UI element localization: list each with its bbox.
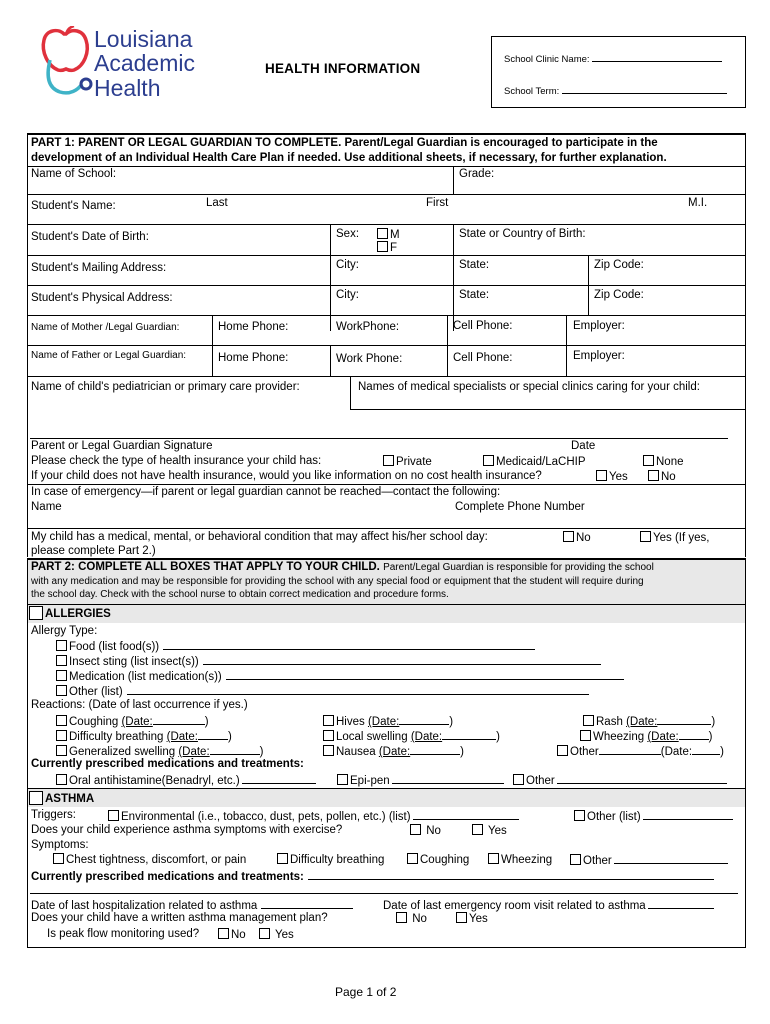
reaction-other-field[interactable] (599, 744, 661, 755)
no-insurance-yes-option[interactable]: Yes (596, 470, 628, 483)
trigger-other-field[interactable] (643, 809, 733, 820)
sex-f-option[interactable]: F (377, 241, 397, 254)
reaction-difficulty-breathing[interactable]: Difficulty breathing (Date: ) (56, 729, 232, 743)
no-insurance-question: If your child does not have health insurance, would you like information on no cost health insurance? (31, 470, 542, 482)
last-er-visit-field[interactable] (648, 898, 714, 909)
mi-label: M.I. (688, 197, 708, 209)
asthma-checkbox[interactable] (29, 791, 43, 805)
asthma-prescribed-label: Currently prescribed medications and treatments: (31, 869, 714, 883)
asthma-plan-no-checkbox[interactable] (396, 912, 407, 923)
allergy-prescribed-label: Currently prescribed medications and treatments: (31, 758, 304, 770)
first-label: First (426, 197, 449, 209)
reaction-wheezing[interactable]: Wheezing (Date: ) (580, 729, 713, 743)
allergy-insect-checkbox[interactable] (56, 655, 67, 666)
allergy-insect-option[interactable]: Insect sting (list insect(s)) (56, 654, 601, 668)
last-label: Last (206, 197, 228, 209)
logo-line-2: Academic (94, 50, 195, 76)
insurance-medicaid-checkbox[interactable] (483, 455, 494, 466)
reaction-hives-date[interactable] (399, 714, 449, 725)
med-other-checkbox[interactable] (513, 774, 524, 785)
allergies-section-toggle[interactable]: ALLERGIES (29, 606, 111, 620)
mother-employer-label: Employer: (573, 320, 625, 332)
sex-f-checkbox[interactable] (377, 241, 388, 252)
sex-m-checkbox[interactable] (377, 228, 388, 239)
insurance-question: Please check the type of health insurance your child has: (31, 455, 322, 467)
part1-heading: PART 1: PARENT OR LEGAL GUARDIAN TO COMPLETE. Parent/Legal Guardian is encouraged to participate in the (31, 137, 658, 149)
condition-yes-option[interactable]: Yes (If yes, (640, 531, 709, 544)
trigger-environmental-checkbox[interactable] (108, 810, 119, 821)
trigger-other[interactable]: Other (list) (574, 809, 733, 823)
reaction-local-swelling-date[interactable] (442, 729, 496, 740)
condition-no-option[interactable]: No (563, 531, 591, 544)
allergy-type-label: Allergy Type: (31, 625, 98, 637)
symptom-chest[interactable]: Chest tightness, discomfort, or pain (53, 853, 246, 866)
physical-city-label: City: (336, 289, 359, 301)
mother-cell-phone-label: Cell Phone: (453, 320, 513, 332)
allergy-food-field[interactable] (163, 639, 535, 650)
logo-line-1: Louisiana (94, 26, 193, 52)
peak-flow-no-checkbox[interactable] (218, 928, 229, 939)
clinic-name-label: School Clinic Name: (504, 54, 590, 65)
signature-date-label: Date (571, 440, 596, 452)
grade-label: Grade: (459, 168, 495, 180)
med-antihistamine-field[interactable] (242, 773, 316, 784)
pediatrician-label: Name of child's pediatrician or primary care provider: (31, 381, 300, 393)
sex-m-option[interactable]: M (377, 228, 400, 241)
reactions-label: Reactions: (Date of last occurrence if yes.) (31, 699, 248, 711)
allergy-food-checkbox[interactable] (56, 640, 67, 651)
part1-top-border (27, 133, 746, 135)
med-antihistamine[interactable]: Oral antihistamine(Benadryl, etc.) (56, 773, 316, 787)
logo-line-3: Health (94, 75, 161, 101)
school-term-label: School Term: (504, 86, 560, 97)
med-antihistamine-checkbox[interactable] (56, 774, 67, 785)
trigger-environmental[interactable]: Environmental (i.e., tobacco, dust, pets, pollen, etc.) (list) (108, 809, 519, 823)
allergy-food-option[interactable]: Food (list food(s)) (56, 639, 535, 653)
symptom-other[interactable]: Other (570, 853, 728, 867)
reaction-rash-checkbox[interactable] (583, 715, 594, 726)
mother-work-phone-label: WorkPhone: (336, 321, 400, 333)
asthma-plan-yes-option[interactable]: Yes (456, 912, 488, 925)
last-hospitalization: Date of last hospitalization related to asthma (31, 898, 353, 912)
insurance-private-checkbox[interactable] (383, 455, 394, 466)
father-employer-label: Employer: (573, 350, 625, 362)
school-term-field[interactable] (562, 83, 727, 94)
reaction-wheezing-date[interactable] (679, 729, 709, 740)
symptom-wheezing[interactable]: Wheezing (488, 853, 552, 866)
insurance-medicaid-option[interactable]: Medicaid/LaCHIP (483, 455, 585, 468)
symptom-other-checkbox[interactable] (570, 854, 581, 865)
reaction-nausea-date[interactable] (410, 744, 460, 755)
reaction-other-date[interactable] (692, 744, 720, 755)
sex-label: Sex: (336, 228, 360, 240)
father-home-phone-label: Home Phone: (218, 352, 289, 364)
exercise-yes-option[interactable]: Yes (472, 824, 507, 837)
med-other[interactable]: Other (513, 773, 727, 787)
emergency-name-label: Name (31, 501, 62, 513)
symptom-coughing-checkbox[interactable] (407, 853, 418, 864)
signature-label: Parent or Legal Guardian Signature (31, 440, 213, 452)
symptom-coughing[interactable]: Coughing (407, 853, 469, 866)
clinic-name-row (504, 51, 722, 65)
reaction-coughing-checkbox[interactable] (56, 715, 67, 726)
allergy-insect-field[interactable] (203, 654, 601, 665)
reaction-generalized-swelling[interactable]: Generalized swelling (Date: ) (56, 744, 264, 758)
allergy-other-option[interactable]: Other (list) (56, 684, 589, 698)
reaction-nausea[interactable]: Nausea (Date: ) (323, 744, 464, 758)
asthma-prescribed-field[interactable] (308, 869, 714, 880)
reaction-coughing-date[interactable] (153, 714, 205, 725)
reaction-other-checkbox[interactable] (557, 745, 568, 756)
reaction-hives-checkbox[interactable] (323, 715, 334, 726)
symptom-difficulty-checkbox[interactable] (277, 853, 288, 864)
reaction-difficulty-breathing-date[interactable] (198, 729, 228, 740)
allergies-checkbox[interactable] (29, 606, 43, 620)
allergy-medication-option[interactable]: Medication (list medication(s)) (56, 669, 624, 683)
physical-state-label: State: (459, 289, 490, 301)
mother-home-phone-label: Home Phone: (218, 321, 289, 333)
symptom-chest-checkbox[interactable] (53, 853, 64, 864)
page-number: Page 1 of 2 (335, 985, 397, 999)
last-er-visit: Date of last emergency room visit related to asthma (383, 898, 714, 912)
asthma-plan-no-option[interactable]: No (396, 912, 427, 925)
father-cell-phone-label: Cell Phone: (453, 352, 513, 364)
symptoms-label: Symptoms: (31, 839, 89, 851)
physical-address-label: Student's Physical Address: (31, 292, 173, 304)
exercise-no-checkbox[interactable] (410, 824, 421, 835)
reaction-hives[interactable]: Hives (Date: ) (323, 714, 453, 728)
clinic-info-box (491, 36, 746, 108)
allergy-other-field[interactable] (127, 684, 589, 695)
exercise-yes-checkbox[interactable] (472, 824, 483, 835)
father-label: Name of Father or Legal Guardian: (31, 350, 187, 361)
mailing-city-label: City: (336, 259, 359, 271)
reaction-nausea-checkbox[interactable] (323, 745, 334, 756)
no-insurance-no-checkbox[interactable] (648, 470, 659, 481)
reaction-local-swelling[interactable]: Local swelling (Date: ) (323, 729, 500, 743)
reaction-coughing[interactable]: Coughing (Date: ) (56, 714, 209, 728)
symptom-wheezing-checkbox[interactable] (488, 853, 499, 864)
name-of-school-label: Name of School: (31, 168, 117, 180)
part2-heading-line3: the school day. Check with the school nurse to obtain correct medication and procedure forms. (31, 589, 449, 600)
med-other-field[interactable] (557, 773, 727, 784)
mother-label: Name of Mother /Legal Guardian: (31, 322, 180, 333)
state-country-birth-label: State or Country of Birth: (459, 228, 586, 240)
condition-question: My child has a medical, mental, or behavioral condition that may affect his/her school day: (31, 531, 488, 543)
trigger-environmental-field[interactable] (413, 809, 519, 820)
no-insurance-yes-checkbox[interactable] (596, 470, 607, 481)
med-epipen-field[interactable] (392, 773, 504, 784)
condition-yes-checkbox[interactable] (640, 531, 651, 542)
logo-apple-stethoscope-icon (36, 26, 96, 104)
peak-flow-yes-option[interactable]: Yes (259, 928, 294, 941)
no-insurance-no-option[interactable]: No (648, 470, 676, 483)
page-title: HEALTH INFORMATION (265, 61, 421, 76)
symptom-difficulty[interactable]: Difficulty breathing (277, 853, 384, 866)
allergy-medication-checkbox[interactable] (56, 670, 67, 681)
emergency-text: In case of emergency—if parent or legal guardian cannot be reached—contact the following: (31, 486, 501, 498)
asthma-plan-yes-checkbox[interactable] (456, 912, 467, 923)
school-term-row (504, 83, 727, 97)
asthma-plan-question: Does your child have a written asthma management plan? (31, 912, 328, 924)
condition-line2: please complete Part 2.) (31, 545, 156, 557)
reaction-difficulty-breathing-checkbox[interactable] (56, 730, 67, 741)
students-name-label: Student's Name: (31, 200, 116, 212)
physical-zip-label: Zip Code: (594, 289, 644, 301)
trigger-other-checkbox[interactable] (574, 810, 585, 821)
allergy-other-checkbox[interactable] (56, 685, 67, 696)
exercise-question: Does your child experience asthma symptoms with exercise? (31, 824, 343, 836)
reaction-rash-date[interactable] (657, 714, 711, 725)
peak-flow-no-option[interactable]: No (218, 928, 246, 941)
reaction-generalized-swelling-date[interactable] (210, 744, 260, 755)
mailing-address-label: Student's Mailing Address: (31, 262, 167, 274)
mailing-state-label: State: (459, 259, 490, 271)
part2-heading: PART 2: COMPLETE ALL BOXES THAT APPLY TO YOUR CHILD. Parent/Legal Guardian is responsible for providing the school (31, 561, 654, 573)
clinic-name-field[interactable] (592, 51, 722, 62)
insurance-none-checkbox[interactable] (643, 455, 654, 466)
exercise-no-option[interactable]: No (410, 824, 441, 837)
asthma-section-toggle[interactable]: ASTHMA (29, 791, 94, 805)
reaction-rash[interactable]: Rash (Date: ) (583, 714, 715, 728)
part1-heading-line2: development of an Individual Health Care Plan if needed. Use additional sheets, if necessary, for further explanation. (31, 152, 667, 164)
part2-heading-line2: with any medication and may be responsible for providing the school with any special food or equipment that the student will require during (31, 576, 644, 587)
insurance-none-option[interactable]: None (643, 455, 684, 468)
triggers-label: Triggers: (31, 809, 76, 821)
reaction-generalized-swelling-checkbox[interactable] (56, 745, 67, 756)
dob-label: Student's Date of Birth: (31, 231, 149, 243)
med-epipen-checkbox[interactable] (337, 774, 348, 785)
emergency-phone-label: Complete Phone Number (455, 501, 585, 513)
reaction-local-swelling-checkbox[interactable] (323, 730, 334, 741)
reaction-other[interactable]: Other (Date: ) (557, 744, 724, 758)
mailing-zip-label: Zip Code: (594, 259, 644, 271)
insurance-private-option[interactable]: Private (383, 455, 432, 468)
specialists-label: Names of medical specialists or special clinics caring for your child: (358, 381, 700, 393)
allergy-medication-field[interactable] (226, 669, 624, 680)
father-work-phone-label: Work Phone: (336, 353, 403, 365)
logo (36, 26, 221, 106)
reaction-wheezing-checkbox[interactable] (580, 730, 591, 741)
peak-flow-question: Is peak flow monitoring used? (47, 928, 200, 940)
med-epipen[interactable]: Epi-pen (337, 773, 504, 787)
last-hospitalization-field[interactable] (261, 898, 353, 909)
condition-no-checkbox[interactable] (563, 531, 574, 542)
peak-flow-yes-checkbox[interactable] (259, 928, 270, 939)
symptom-other-field[interactable] (614, 853, 728, 864)
